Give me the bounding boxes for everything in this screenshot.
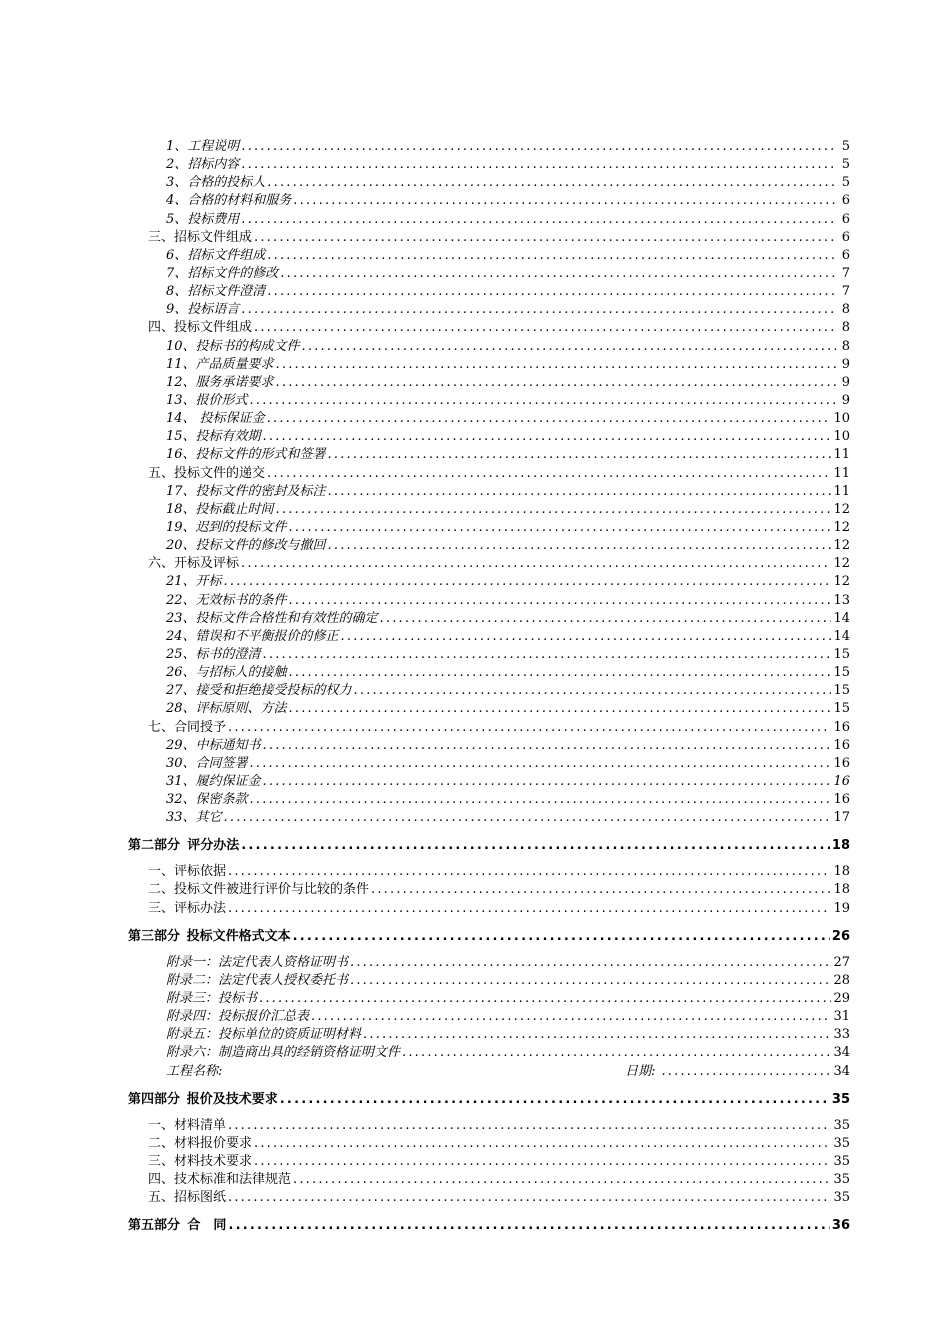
toc-entry-label: 1、工程说明 — [166, 139, 240, 154]
dot-leader — [250, 755, 832, 773]
page-number: 35 — [833, 1172, 850, 1188]
toc-entry[interactable] — [128, 990, 850, 1008]
page-number: 35 — [831, 1091, 850, 1107]
toc-entry-label: 附录二：法定代表人授权委托书 — [166, 972, 349, 988]
page-number: 5 — [841, 139, 850, 154]
page-number: 12 — [833, 519, 850, 535]
toc-entry-label: 14、 投标保证金 — [166, 411, 265, 427]
toc-entry-label: 15、投标有效期 — [166, 429, 261, 445]
dot-leader — [263, 737, 832, 755]
dot-leader — [289, 700, 832, 718]
dot-leader — [224, 573, 832, 591]
dot-leader — [402, 1044, 831, 1062]
toc-entry[interactable] — [128, 682, 850, 700]
toc-entry-label: 10、投标书的构成文件 — [166, 338, 300, 354]
toc-entry-label: 8、招标文件澄清 — [166, 284, 266, 300]
page-number: 28 — [833, 972, 850, 988]
dot-leader — [254, 1135, 831, 1153]
toc-entry-label: 四、技术标准和法律规范 — [148, 1172, 292, 1188]
dot-leader — [354, 682, 832, 700]
toc-entry[interactable] — [128, 881, 850, 899]
page-number: 34 — [833, 1063, 850, 1079]
page-number: 16 — [833, 719, 850, 735]
dot-leader — [280, 1090, 830, 1110]
page-number: 9 — [841, 356, 850, 372]
toc-entry[interactable] — [128, 301, 850, 319]
toc-entry-label: 一、评标依据 — [148, 864, 227, 880]
page-number: 36 — [831, 1218, 850, 1234]
dot-leader — [267, 410, 832, 428]
page-number: 6 — [841, 211, 850, 227]
toc-entry[interactable] — [128, 1026, 850, 1044]
dot-leader — [289, 664, 832, 682]
dot-leader — [363, 1026, 831, 1044]
dot-leader — [254, 1153, 831, 1171]
toc-entry-label: 24、错误和不平衡报价的修正 — [166, 628, 339, 644]
dot-leader — [241, 138, 836, 156]
toc-entry-label: 五、投标文件的递交 — [148, 465, 266, 481]
toc-entry-label: 三、评标办法 — [148, 900, 227, 916]
toc-entry[interactable] — [128, 664, 850, 682]
page-number: 17 — [833, 810, 850, 826]
page-number: 31 — [833, 1009, 850, 1025]
dot-leader — [380, 610, 832, 628]
toc-entry-label: 七、合同授予 — [148, 719, 227, 735]
toc-entry[interactable] — [128, 319, 850, 337]
toc-entry-label: 17、投标文件的密封及标注 — [166, 483, 326, 499]
dot-leader — [241, 555, 831, 573]
dot-leader — [276, 374, 836, 392]
part-label: 第四部分 — [128, 1091, 181, 1107]
toc-entry-label: 26、与招标人的接触 — [166, 665, 287, 681]
toc-entry[interactable] — [128, 247, 850, 265]
part-title: 投标文件格式文本 — [186, 928, 291, 944]
toc-entry-label: 5、投标费用 — [166, 211, 240, 227]
page-number: 35 — [833, 1117, 850, 1133]
toc-entry[interactable] — [128, 628, 850, 646]
part-label: 第五部分 — [128, 1218, 181, 1234]
toc-entry[interactable] — [128, 863, 850, 881]
toc-entry-label: 19、迟到的投标文件 — [166, 519, 287, 535]
dot-leader — [241, 836, 830, 856]
dot-leader — [228, 1117, 831, 1135]
dot-leader — [263, 646, 832, 664]
dot-leader — [254, 319, 836, 337]
toc-entry[interactable] — [128, 1171, 850, 1189]
dot-leader — [293, 1171, 831, 1189]
toc-entry-label: 23、投标文件合格性和有效性的确定 — [166, 610, 378, 626]
page-number: 8 — [841, 338, 850, 354]
toc-entry[interactable] — [128, 954, 850, 972]
page-number: 15 — [833, 701, 850, 717]
page-number: 13 — [833, 592, 850, 608]
part-label: 第二部分 — [128, 838, 181, 854]
dot-leader — [241, 156, 836, 174]
dot-leader — [263, 428, 832, 446]
toc-entry-label: 附录六：制造商出具的经销资格证明文件 — [166, 1045, 401, 1061]
toc-entry-label: 22、无效标书的条件 — [166, 592, 287, 608]
toc-entry[interactable] — [128, 446, 850, 464]
toc-entry-label: 12、服务承诺要求 — [166, 374, 274, 390]
toc-entry[interactable] — [128, 356, 850, 374]
toc-entry[interactable] — [128, 229, 850, 247]
toc-entry-label: 33、其它 — [166, 810, 222, 826]
toc-entry-label: 31、履约保证金 — [166, 773, 261, 789]
dot-leader — [371, 881, 831, 899]
page-number: 16 — [833, 773, 850, 789]
part-title: 报价及技术要求 — [186, 1091, 278, 1107]
toc-entry-label: 28、评标原则、方法 — [166, 701, 287, 717]
toc-entry[interactable] — [128, 537, 850, 555]
toc-part-heading[interactable] — [128, 1216, 850, 1236]
dot-leader — [661, 1063, 831, 1081]
dot-leader — [228, 1189, 831, 1207]
dot-leader — [228, 863, 831, 881]
page-number: 5 — [841, 175, 850, 191]
page-number: 9 — [841, 374, 850, 390]
toc-entry[interactable] — [128, 972, 850, 990]
toc-entry-label: 工程名称: — [166, 1063, 223, 1079]
dot-leader — [267, 174, 836, 192]
page-number: 33 — [833, 1027, 850, 1043]
dot-leader — [311, 1008, 831, 1026]
dot-leader — [241, 211, 836, 229]
page-number: 27 — [833, 954, 850, 970]
dot-leader — [267, 283, 836, 301]
toc-entry-label: 三、材料技术要求 — [148, 1154, 253, 1170]
toc-entry-label: 2、招标内容 — [166, 157, 240, 173]
toc-entry-label: 六、开标及评标 — [148, 556, 240, 572]
dot-leader — [250, 392, 836, 410]
page-number: 8 — [841, 302, 850, 318]
toc-entry[interactable] — [128, 719, 850, 737]
toc-entry-label: 18、投标截止时间 — [166, 501, 274, 517]
toc-entry-label: 21、开标 — [166, 574, 222, 590]
toc-entry[interactable] — [128, 737, 850, 755]
page-number: 14 — [833, 628, 850, 644]
date-label: 日期: — [625, 1063, 656, 1079]
page-number: 16 — [833, 792, 850, 808]
dot-leader — [328, 537, 832, 555]
dot-leader — [276, 501, 832, 519]
toc-entry[interactable] — [128, 1063, 850, 1081]
dot-leader — [293, 927, 830, 947]
page-number: 15 — [833, 646, 850, 662]
dot-leader — [350, 972, 831, 990]
page-number: 16 — [833, 737, 850, 753]
toc-entry[interactable] — [128, 1189, 850, 1207]
toc-entry-label: 附录一：法定代表人资格证明书 — [166, 954, 349, 970]
toc-entry-label: 附录五：投标单位的资质证明材料 — [166, 1027, 362, 1043]
page-number: 7 — [841, 265, 850, 281]
toc-entry[interactable] — [128, 1008, 850, 1026]
page-number: 11 — [833, 465, 850, 481]
toc-entry[interactable] — [128, 338, 850, 356]
toc-entry-label: 附录三：投标书 — [166, 991, 258, 1007]
toc-entry[interactable] — [128, 555, 850, 573]
page-number: 9 — [841, 392, 850, 408]
dot-leader — [341, 628, 832, 646]
part-title: 合 同 — [187, 1218, 227, 1234]
page-number: 6 — [841, 229, 850, 245]
part-title: 评分办法 — [187, 838, 240, 854]
dot-leader — [267, 465, 831, 483]
page-number: 18 — [831, 838, 850, 854]
toc-entry[interactable] — [128, 1117, 850, 1135]
toc-entry[interactable] — [128, 265, 850, 283]
page-number: 35 — [833, 1135, 850, 1151]
toc-entry-label: 16、投标文件的形式和签署 — [166, 447, 326, 463]
page-number: 18 — [833, 882, 850, 898]
toc-entry[interactable] — [128, 374, 850, 392]
page-number: 34 — [833, 1045, 850, 1061]
toc-part-heading[interactable] — [128, 1090, 850, 1110]
toc-entry-label: 32、保密条款 — [166, 792, 248, 808]
page-number: 7 — [841, 284, 850, 300]
toc-entry[interactable] — [128, 809, 850, 827]
page-number: 35 — [833, 1154, 850, 1170]
toc-entry[interactable] — [128, 428, 850, 446]
page-number: 12 — [833, 538, 850, 554]
toc-entry[interactable] — [128, 174, 850, 192]
page-number: 18 — [833, 864, 850, 880]
page-number: 29 — [833, 991, 850, 1007]
toc-entry[interactable] — [128, 1044, 850, 1062]
table-of-contents — [128, 138, 850, 1243]
page-number: 12 — [833, 556, 850, 572]
toc-entry[interactable] — [128, 700, 850, 718]
toc-entry[interactable] — [128, 900, 850, 918]
toc-entry-label: 五、招标图纸 — [148, 1190, 227, 1206]
toc-entry[interactable] — [128, 283, 850, 301]
page-number: 10 — [833, 411, 850, 427]
toc-entry-label: 29、中标通知书 — [166, 737, 261, 753]
page-number: 6 — [841, 247, 850, 263]
dot-leader — [350, 954, 831, 972]
toc-entry-label: 6、招标文件组成 — [166, 247, 266, 263]
part-label: 第三部分 — [128, 928, 181, 944]
dot-leader — [250, 791, 832, 809]
toc-entry[interactable] — [128, 646, 850, 664]
page-number: 10 — [833, 429, 850, 445]
toc-entry-label: 27、接受和拒绝接受投标的权力 — [166, 683, 352, 699]
toc-entry-label: 13、报价形式 — [166, 392, 248, 408]
dot-leader — [254, 229, 836, 247]
dot-leader — [328, 483, 832, 501]
toc-entry-label: 11、产品质量要求 — [166, 356, 274, 372]
toc-entry-label: 二、材料报价要求 — [148, 1135, 253, 1151]
dot-leader — [267, 247, 836, 265]
toc-entry[interactable] — [128, 519, 850, 537]
dot-leader — [293, 192, 836, 210]
toc-entry-label: 3、合格的投标人 — [166, 175, 266, 191]
toc-entry-label: 20、投标文件的修改与撤回 — [166, 538, 326, 554]
toc-entry-label: 4、合格的材料和服务 — [166, 193, 292, 209]
toc-entry-label: 25、标书的澄清 — [166, 646, 261, 662]
dot-leader — [276, 356, 836, 374]
toc-entry[interactable] — [128, 156, 850, 174]
toc-entry[interactable] — [128, 592, 850, 610]
page-number: 19 — [833, 900, 850, 916]
toc-entry[interactable] — [128, 773, 850, 791]
toc-part-heading[interactable] — [128, 927, 850, 947]
toc-entry-label: 三、招标文件组成 — [148, 229, 253, 245]
page-number: 15 — [833, 683, 850, 699]
toc-entry[interactable] — [128, 573, 850, 591]
dot-leader — [302, 338, 836, 356]
dot-leader — [224, 809, 832, 827]
dot-leader — [263, 773, 832, 791]
toc-entry[interactable] — [128, 501, 850, 519]
toc-entry[interactable] — [128, 1153, 850, 1171]
toc-entry[interactable] — [128, 791, 850, 809]
toc-entry[interactable] — [128, 138, 850, 156]
dot-leader — [228, 719, 831, 737]
toc-entry[interactable] — [128, 755, 850, 773]
page-number: 12 — [833, 501, 850, 517]
page-number: 26 — [831, 928, 850, 944]
page-number: 11 — [833, 447, 850, 463]
toc-entry[interactable] — [128, 1135, 850, 1153]
dot-leader — [259, 990, 831, 1008]
toc-entry[interactable] — [128, 465, 850, 483]
page-number: 12 — [833, 574, 850, 590]
page-number: 8 — [841, 320, 850, 336]
dot-leader — [228, 900, 831, 918]
dot-leader — [228, 1216, 829, 1236]
toc-entry[interactable] — [128, 610, 850, 628]
toc-entry[interactable] — [128, 211, 850, 229]
page-number: 14 — [833, 610, 850, 626]
toc-entry[interactable] — [128, 410, 850, 428]
dot-leader — [241, 301, 836, 319]
toc-entry-label: 一、材料清单 — [148, 1117, 227, 1133]
page-number: 15 — [833, 665, 850, 681]
dot-leader — [289, 519, 832, 537]
toc-entry-label: 30、合同签署 — [166, 755, 248, 771]
toc-entry[interactable] — [128, 392, 850, 410]
page-number: 16 — [833, 755, 850, 771]
toc-entry-label: 9、投标语言 — [166, 302, 240, 318]
page-number: 6 — [841, 193, 850, 209]
dot-leader — [289, 592, 832, 610]
toc-entry-label: 附录四：投标报价汇总表 — [166, 1009, 310, 1025]
page-number: 11 — [833, 483, 850, 499]
dot-leader — [328, 446, 832, 464]
toc-entry[interactable] — [128, 192, 850, 210]
toc-entry[interactable] — [128, 483, 850, 501]
page-number: 35 — [833, 1190, 850, 1206]
toc-part-heading[interactable] — [128, 836, 850, 856]
dot-leader — [280, 265, 836, 283]
page-number: 5 — [841, 157, 850, 173]
toc-entry-label: 二、投标文件被进行评价与比较的条件 — [148, 882, 370, 898]
toc-entry-label: 四、投标文件组成 — [148, 320, 253, 336]
toc-entry-label: 7、招标文件的修改 — [166, 265, 279, 281]
